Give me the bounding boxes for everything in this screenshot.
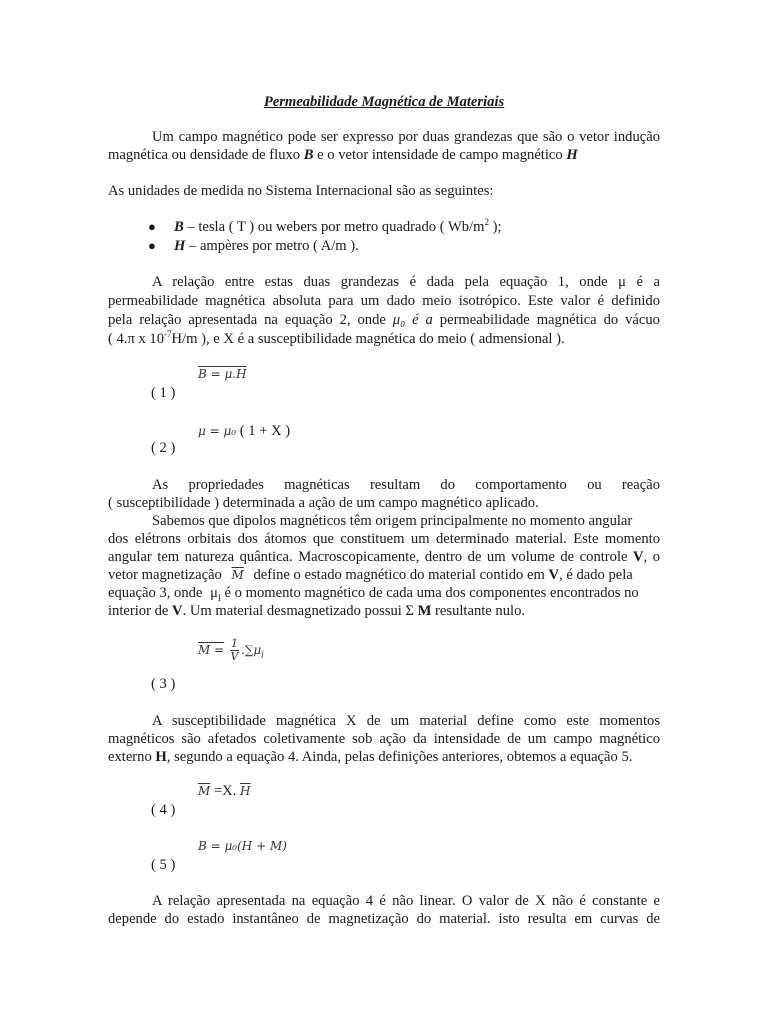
text: – tesla ( T ) ou webers por metro quadrado ( Wb/m (183, 219, 485, 235)
equation-5-number: ( 5 ) (151, 857, 176, 873)
symbol-V: V (633, 549, 644, 565)
bullet-item-2 (148, 237, 359, 255)
text: H/m ), e X é a susceptibilidade magnética do meio ( admensional ). (171, 331, 565, 347)
text: resultante nulo. (431, 603, 526, 619)
symbol-H: H (174, 238, 186, 254)
paragraph-1-line-1: Um campo magnético pode ser expresso por duas grandezas que são o vetor indução (152, 129, 660, 145)
equation-3-rhs: .∑μ (240, 643, 262, 657)
symbol-M: M (417, 603, 432, 619)
text: ( 4.π x 10 (108, 331, 165, 347)
equation-2-number: ( 2 ) (151, 440, 176, 456)
text: ); (488, 219, 502, 235)
subscript: i (261, 650, 265, 661)
vector-M: $\overline{M}$ (231, 568, 244, 582)
paragraph-4-line-5 (108, 548, 660, 566)
paragraph-5-line-2: magnéticos são afetados coletivamente sob ação da intensidade de um campo magnético (108, 731, 660, 747)
numerator: 1 (230, 637, 238, 650)
symbol-V: V (172, 603, 183, 619)
paragraph-5-line-3 (108, 748, 660, 766)
symbol-H: H (155, 749, 167, 765)
text: e o vetor intensidade de campo magnético (313, 147, 567, 163)
text: define o estado magnético do material contido em (249, 567, 549, 583)
mu-zero: μ₀ é a (392, 312, 433, 328)
equation-3 (198, 638, 264, 663)
text: – ampères por metro ( A/m ). (185, 238, 359, 254)
text: é o momento magnético de cada uma dos componentes encontrados no (220, 585, 639, 601)
equation-4-number: ( 4 ) (151, 802, 176, 818)
page-title: Permeabilidade Magnética de Materiais (263, 94, 505, 110)
equation-1-number: ( 1 ) (151, 385, 176, 401)
paragraph-4-line-3: Sabemos que dipolos magnéticos têm origem principalmente no momento angular (152, 513, 633, 529)
equation-1 (198, 365, 247, 383)
text: permeabilidade magnética do vácuo (432, 312, 660, 328)
paragraph-3-line-4 (108, 330, 660, 348)
paragraph-3-line-1: A relação entre estas duas grandezas é dada pela equação 1, onde μ é a (152, 274, 660, 290)
text: =X. (210, 783, 241, 799)
text: vetor magnetização (108, 567, 226, 583)
paragraph-4-line-6 (108, 566, 660, 584)
mu-symbol: μ (210, 585, 218, 601)
vector-M: $\overline{M}$ (198, 784, 211, 798)
symbol-H: H (566, 147, 578, 163)
text: . Um material desmagnetizado possui Σ (182, 603, 418, 619)
paragraph-1-line-2 (108, 146, 660, 164)
equation-1-expression: B = μ.H (198, 367, 247, 381)
equation-3-number: ( 3 ) (151, 676, 176, 692)
bullet-dot: ● (148, 219, 156, 234)
superscript: 2 (484, 217, 489, 228)
text: , é dado pela (559, 567, 633, 583)
vector-H: $\overline{H}$ (240, 784, 251, 798)
paragraph-4-line-2: ( susceptibilidade ) determinada a ação de um campo magnético aplicado. (108, 495, 539, 511)
text: equação 3, onde (108, 585, 207, 601)
equation-2-expression: μ = μ₀ (198, 424, 237, 438)
equation-3-lhs: M = (198, 643, 225, 657)
paragraph-4-line-1: As propriedades magnéticas resultam do comportamento ou reação (152, 477, 660, 493)
equation-4 (198, 782, 250, 800)
fraction (230, 638, 239, 663)
paragraph-6-line-1: A relação apresentada na equação 4 é não linear. O valor de X não é constante e (152, 893, 660, 909)
symbol-B: B (303, 147, 314, 163)
equation-5-expression: B = μ₀(H + M) (198, 839, 287, 853)
subscript: I (217, 592, 221, 603)
symbol-B: B (174, 219, 184, 235)
paragraph-4-line-7 (108, 584, 660, 602)
paragraph-2: As unidades de medida no Sistema Internacional são as seguintes: (108, 183, 494, 199)
symbol-V: V (548, 567, 560, 583)
text: interior de (108, 603, 173, 619)
text: magnética ou densidade de fluxo (108, 147, 304, 163)
paragraph-4-line-8 (108, 602, 660, 620)
text: angular tem natureza quântica. Macroscopicamente, dentro de um volume de controle (108, 549, 633, 565)
paragraph-3-line-2: permeabilidade magnética absoluta para um dado meio isotrópico. Este valor é definido (108, 293, 660, 309)
paragraph-6-line-2: depende do estado instantâneo de magnetização do material. isto resulta em curvas de (108, 911, 660, 927)
equation-2 (198, 422, 290, 440)
bullet-item-1 (148, 217, 502, 236)
equation-2-rest: ( 1 + X ) (239, 423, 291, 439)
denominator: V (230, 650, 239, 663)
equation-5 (198, 837, 287, 855)
text: , segundo a equação 4. Ainda, pelas definições anteriores, obtemos a equação 5. (166, 749, 633, 765)
text: , o (643, 549, 661, 565)
bullet-dot: ● (148, 238, 156, 253)
paragraph-3-line-3 (108, 311, 660, 329)
superscript: -7 (164, 329, 172, 340)
paragraph-4-line-4: dos elétrons orbitais dos átomos que constituem um determinado material. Este momento (108, 531, 660, 547)
text: pela relação apresentada na equação 2, onde (108, 312, 393, 328)
text: externo (108, 749, 156, 765)
paragraph-5-line-1: A susceptibilidade magnética X de um material define como este momentos (152, 713, 660, 729)
